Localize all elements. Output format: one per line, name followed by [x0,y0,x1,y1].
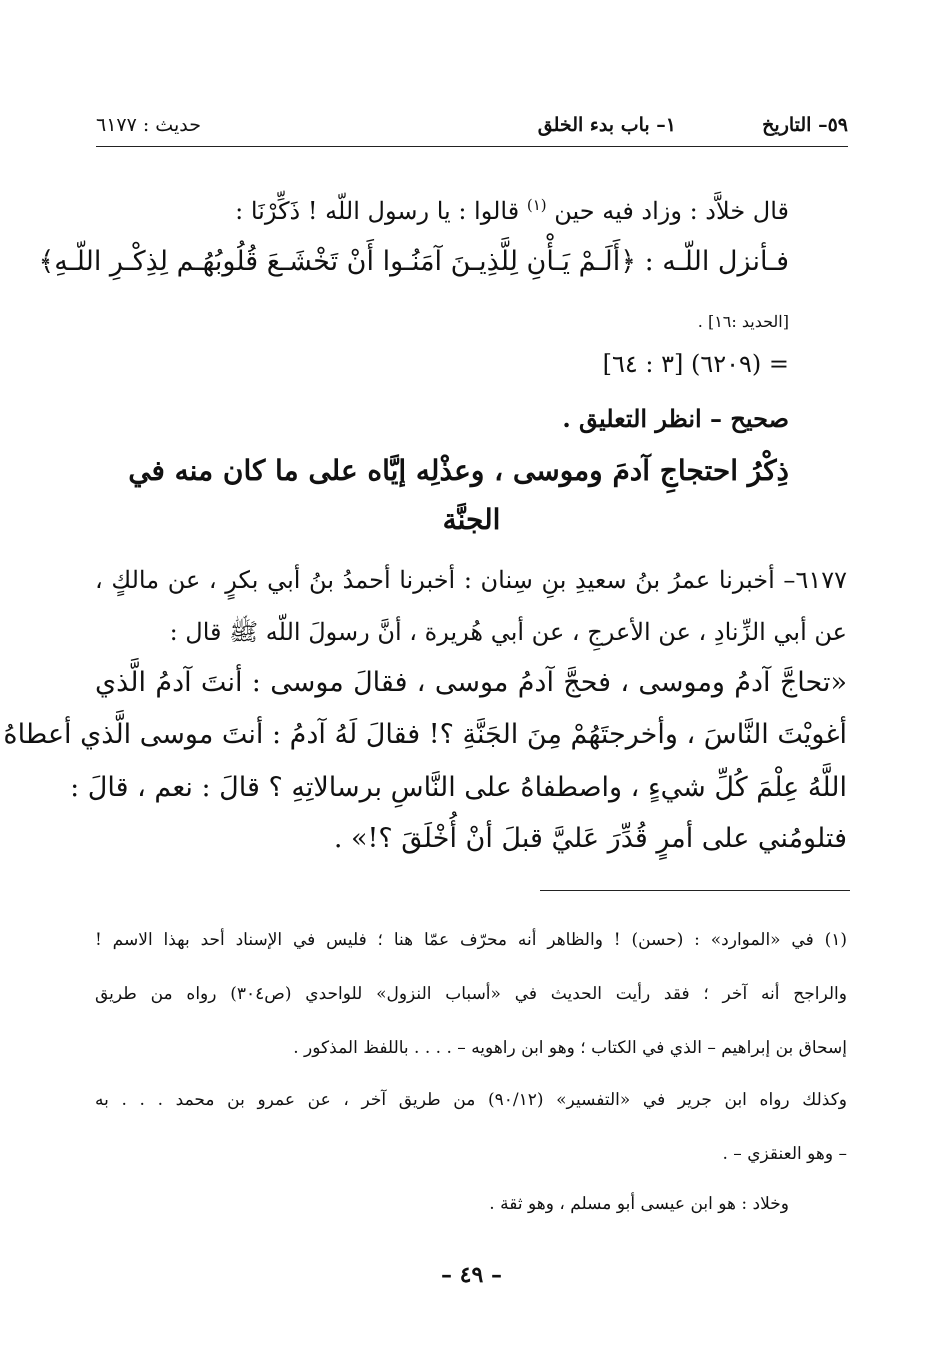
header-hadith-number: حديث : ٦١٧٧ [96,114,201,136]
matn-line2: أغويْتَ النَّاسَ ، وأخرجتَهُمْ مِنَ الجَنَّةِ ؟! فقالَ لَهُ آدمُ : أنتَ موسى الَّذي أعطاهُ [3,719,847,750]
footnote-marker[interactable]: (١) [526,196,547,214]
chapter-title-line1: ذِكْرُ احتجاجِ آدمَ وموسى ، وعذْلِه إيَّاه على ما كان منه في [128,454,789,487]
isnad-line2: عن أبي الزِّنادِ ، عن الأعرجِ ، عن أبي هُريرة ، أنَّ رسولَ اللّه ﷺ قال : [169,618,847,646]
header-section: ١– باب بدء الخلق [537,114,676,136]
footnote-line3: إسحاق بن إبراهيم – الذي في الكتاب ؛ وهو ابن راهويه – . . . . باللفظ المذكور . [293,1038,847,1058]
hadith-grade: صحيح – انظر التعليق . [562,404,789,433]
footnote-line6: وخلاد : هو ابن عيسى أبو مسلم ، وهو ثقة . [489,1194,789,1214]
header-chapter: ٥٩– التاريخ [762,114,848,136]
footnote-line2: والراجح أنه آخر ؛ فقد رأيت الحديث في «أسباب النزول» للواحدي (ص٣٠٤) رواه من طريق [95,984,847,1004]
running-header [96,110,848,147]
isnad-line1: ٦١٧٧– أخبرنا عمرُ بنُ سعيدِ بنِ سِنان : أخبرنا أحمدُ بنُ أبي بكرٍ ، عن مالكٍ ، [95,566,847,594]
matn-line3: اللَّهُ عِلْمَ كُلِّ شيءٍ ، واصطفاهُ على النَّاسِ برسالاتِهِ ؟ قالَ : نعم ، قالَ : [70,772,847,803]
footnote-separator [540,890,850,891]
prev-hadith-text-b: قالوا : يا رسول اللّه ! ذَكِّرْنَا : [235,197,527,225]
page-number: – ٤٩ – [441,1262,502,1288]
quran-verse-line: فـأنزل اللّـه : ﴿أَلَـمْ يَـأْنِ لِلَّذِيـنَ آمَنُـوا أَنْ تَخْشَـعَ قُلُوبُهُـم لِذِكْـرِ اللّـهِ﴾ [38,246,789,277]
verse-reference: [الحديد :١٦] . [697,312,789,331]
matn-line1: «تحاجَّ آدمُ وموسى ، فحجَّ آدمُ موسى ، فقالَ موسى : أنتَ آدمُ الَّذي [95,667,847,698]
footnote-line1: (١) في «الموارد» : (حسن) ! والظاهر أنه محرّف عمّا هنا ؛ فليس في الإسناد أحد بهذا الاسم ! [95,930,847,950]
footnote-line4: وكذلك رواه ابن جرير في «التفسير» (٩٠/١٢) من طريق آخر ، عن عمرو بن محمد . . . به [95,1090,847,1110]
cross-reference: = (٦٢٠٩) [٣ : ٦٤] [602,350,789,378]
footnote-line5: – وهو العنقزي – . [722,1144,847,1164]
matn-line4: فتلومُني على أمرٍ قُدِّرَ عَليَّ قبلَ أنْ أُخْلَقَ ؟!» . [333,823,847,854]
prev-hadith-line1 [235,196,789,225]
chapter-title-line2: الجنَّة [442,503,501,536]
prev-hadith-text-a: قال خلاَّد : وزاد فيه حين [546,197,789,225]
